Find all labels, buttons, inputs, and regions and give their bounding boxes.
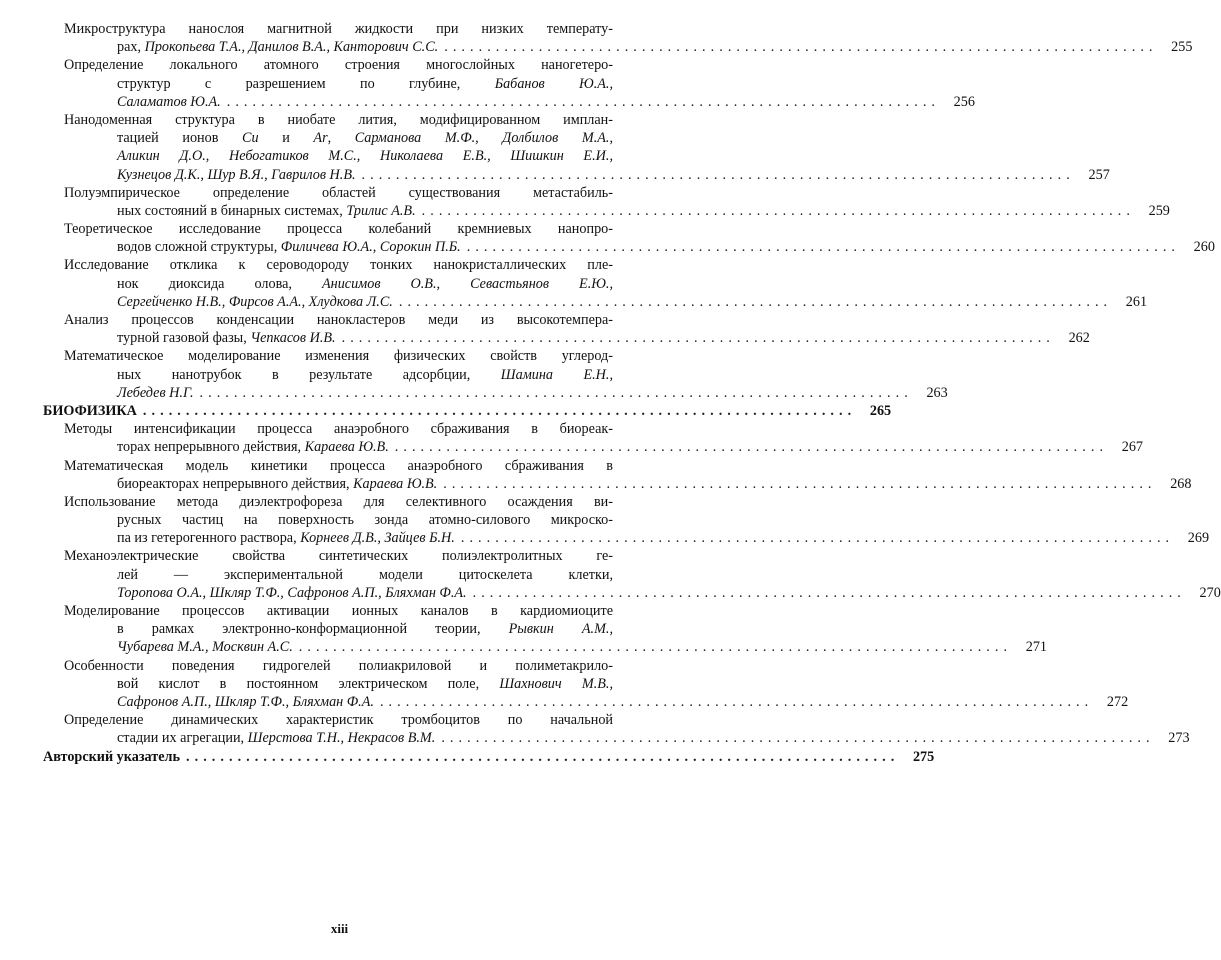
toc-title-text: па из гетерогенного раствора, <box>117 530 301 547</box>
toc-authors: Шахнович М.В., <box>499 675 613 692</box>
toc-entry[interactable] <box>43 220 1215 256</box>
toc-title-text: Особенности поведения гидрогелей полиакриловой и полиметакрило- <box>64 657 613 674</box>
toc-line <box>43 93 975 111</box>
toc-authors: Бабанов Ю.А., <box>494 75 614 92</box>
toc-page-number: 256 <box>953 93 975 110</box>
toc-line-text <box>117 147 613 165</box>
toc-title-text: и <box>258 130 314 147</box>
toc-line-text <box>117 729 435 747</box>
toc-title-text: структур с разрешением по глубине, <box>117 75 495 92</box>
toc-title-text: Нанодоменная структура в ниобате лития, модифицированном имплан- <box>64 111 613 128</box>
toc-line <box>43 457 653 475</box>
toc-line <box>43 329 1090 347</box>
toc-title-text: Моделирование процессов активации ионных каналов в кардиомиоците <box>64 603 613 619</box>
toc-title-text: Теоретическое исследование процесса колебаний кремниевых нанопро- <box>64 221 613 238</box>
toc-title-text: Анализ процессов конденсации нанокластеров меди из высокотемпера- <box>64 312 613 328</box>
toc-page-number: 257 <box>1088 166 1110 183</box>
toc-line <box>43 711 653 729</box>
toc-line-text <box>64 457 613 475</box>
toc-line-text <box>117 384 194 402</box>
toc-line <box>43 547 653 565</box>
toc-line-text <box>117 529 455 547</box>
toc-line-text <box>64 347 613 365</box>
toc-line <box>43 311 653 329</box>
toc-title-text: ных нанотрубок в результате адсорбции, <box>117 366 501 383</box>
dot-leader <box>438 38 1152 56</box>
toc-line-text <box>117 620 613 638</box>
toc-line <box>43 438 1143 456</box>
toc-title-text: ных состояний в бинарных системах, <box>117 202 347 219</box>
toc-page-number: 260 <box>1193 239 1215 256</box>
toc-authors: Чубарева М.А., Москвин А.С. <box>117 639 293 656</box>
toc-entry[interactable] <box>43 493 1210 548</box>
toc-line <box>43 184 653 202</box>
toc-line-text <box>64 311 613 329</box>
toc-authors: Шамина Е.Н., <box>500 366 613 383</box>
toc-authors: Караева Ю.В. <box>353 475 438 492</box>
toc-line <box>43 602 653 620</box>
toc-entry[interactable] <box>43 347 948 402</box>
toc-title-text: , <box>327 130 355 147</box>
toc-authors: Cu <box>242 130 259 147</box>
toc-entry[interactable] <box>43 547 1221 602</box>
toc-line-text <box>117 366 613 384</box>
toc-line <box>43 293 1148 311</box>
toc-line <box>43 166 1110 184</box>
dot-leader <box>293 638 1007 656</box>
toc-title-text: лей — экспериментальной модели цитоскелета клетки, <box>117 566 613 583</box>
dot-leader <box>435 729 1149 747</box>
toc-line <box>43 675 653 693</box>
toc-title-text: Использование метода диэлектрофореза для селективного осаждения ви- <box>64 493 613 510</box>
toc-line-text <box>117 166 356 184</box>
toc-line-text <box>64 220 613 238</box>
toc-authors: Сергейченко Н.В., Фирсов А.А., Хлудкова Л.С. <box>117 293 393 310</box>
toc-authors: Филичева Ю.А., Сорокин П.Б. <box>280 239 461 256</box>
toc-line-text <box>117 566 613 584</box>
toc-line <box>43 347 653 365</box>
toc-authors: Ar <box>313 130 328 147</box>
toc-section-heading[interactable] <box>43 402 892 420</box>
toc-title-text: Авторский указатель <box>43 748 180 765</box>
toc-line <box>43 420 653 438</box>
toc-line-text <box>117 93 221 111</box>
dot-leader <box>356 166 1070 184</box>
toc-authors: Прокопьева Т.А., Данилов В.А., Канторович С.С. <box>144 39 439 56</box>
dot-leader <box>336 329 1050 347</box>
toc-line-text <box>117 38 438 56</box>
toc-line-text <box>117 475 437 493</box>
toc-entry[interactable] <box>43 256 1148 311</box>
toc-authors: Аликин Д.О., Небогатиков М.С., Николаева Е.В., Шишкин Е.И., <box>117 148 613 165</box>
toc-entry[interactable] <box>43 420 1143 456</box>
toc-page-number: 267 <box>1121 439 1143 456</box>
toc-line <box>43 620 653 638</box>
toc-line <box>43 493 653 511</box>
toc-title-text: торах непрерывного действия, <box>117 439 305 456</box>
toc-authors: Рывкин А.М., <box>508 621 613 638</box>
toc-line-text <box>117 329 336 347</box>
toc-page-number: 265 <box>869 402 892 419</box>
toc-title-text: рах, <box>117 39 145 56</box>
toc-line-text <box>64 657 613 675</box>
toc-page-number: 271 <box>1025 639 1048 656</box>
toc-line <box>43 638 1048 656</box>
toc-title-text: Методы интенсификации процесса анаэробного сбраживания в биореак- <box>64 421 613 438</box>
toc-title-text: БИОФИЗИКА <box>43 402 137 419</box>
toc-line <box>43 402 892 420</box>
toc-line-text <box>64 602 613 620</box>
toc-title-text: Микроструктура нанослоя магнитной жидкости при низких температу- <box>64 21 613 37</box>
dot-leader <box>137 402 851 420</box>
toc-title-text: нок диоксида олова, <box>117 275 322 292</box>
toc-title-text: стадии их агрегации, <box>117 730 248 747</box>
toc-authors: Сафронов А.П., Шкляр Т.Ф., Бляхман Ф.А. <box>117 693 374 710</box>
toc-entry[interactable] <box>43 184 1170 220</box>
toc-entry[interactable] <box>43 602 1048 657</box>
toc-title-text: Полуэмпирическое определение областей существования метастабиль- <box>64 184 613 201</box>
toc-line-text <box>117 75 613 93</box>
toc-line-text <box>117 293 393 311</box>
toc-line <box>43 202 1170 220</box>
dot-leader <box>416 202 1130 220</box>
toc-line <box>43 56 653 74</box>
toc-title-text: водов сложной структуры, <box>117 239 281 256</box>
toc-authors: Корнеев Д.В., Зайцев Б.Н. <box>300 530 455 547</box>
toc-line-text <box>117 693 374 711</box>
toc-line-text <box>64 184 613 202</box>
toc-authors: Анисимов О.В., Севастьянов Е.Ю., <box>321 275 613 292</box>
toc-title-text: тацией ионов <box>117 130 243 147</box>
toc-line <box>43 111 653 129</box>
toc-line <box>43 584 1221 602</box>
toc-line <box>43 529 1210 547</box>
toc-line <box>43 238 1215 256</box>
toc-title-text: Механоэлектрические свойства синтетических полиэлектролитных ге- <box>64 548 613 565</box>
toc-page-number: 275 <box>912 748 935 765</box>
toc-authors: Чепкасов И.В. <box>250 330 336 347</box>
toc-line-text <box>117 584 467 602</box>
toc-line-text <box>117 129 613 147</box>
dot-leader <box>389 438 1103 456</box>
toc-entry[interactable] <box>43 311 1090 347</box>
toc-line <box>43 511 653 529</box>
toc-entry[interactable] <box>43 20 1193 56</box>
toc-entry[interactable] <box>43 56 975 111</box>
toc-line-text <box>64 420 613 438</box>
toc-title-text: Определение локального атомного строения многослойных наногетеро- <box>64 57 613 74</box>
dot-leader <box>221 93 935 111</box>
toc-authors: Трилис А.В. <box>346 202 416 219</box>
toc-line <box>43 657 653 675</box>
toc-line-text <box>43 748 180 766</box>
toc-page-number: 263 <box>926 384 948 401</box>
toc-title-text: русных частиц на поверхность зонда атомно-силового микроско- <box>117 512 613 529</box>
toc-line-text <box>64 111 613 129</box>
toc-entry[interactable] <box>43 457 1192 493</box>
toc-line <box>43 748 935 766</box>
toc-line <box>43 147 653 165</box>
toc-page-number: 268 <box>1170 475 1192 492</box>
toc-page-number: 269 <box>1187 530 1210 547</box>
dot-leader <box>180 748 894 766</box>
dot-leader <box>194 384 908 402</box>
dot-leader <box>393 293 1107 311</box>
table-of-contents <box>43 20 1221 766</box>
toc-authors: Саламатов Ю.А. <box>117 93 221 110</box>
page-number-folio: xiii <box>330 921 349 936</box>
toc-line <box>43 693 1129 711</box>
toc-entry[interactable] <box>43 111 1110 184</box>
toc-line <box>43 366 653 384</box>
toc-line-text <box>117 638 293 656</box>
toc-line-text <box>64 256 613 274</box>
toc-authors: Лебедев Н.Г. <box>117 384 194 401</box>
toc-authors: Караева Ю.В. <box>304 439 389 456</box>
toc-line-text <box>117 675 613 693</box>
toc-line-text <box>117 275 613 293</box>
toc-line <box>43 220 653 238</box>
toc-page-number: 270 <box>1199 584 1221 601</box>
toc-line <box>43 256 653 274</box>
toc-line-text <box>117 238 461 256</box>
dot-leader <box>437 475 1151 493</box>
toc-authors: Сарманова М.Ф., Долбилов М.А., <box>354 130 614 147</box>
toc-page-number: 273 <box>1168 730 1190 747</box>
toc-line-text <box>64 20 613 38</box>
toc-page-number: 272 <box>1106 693 1129 710</box>
toc-line <box>43 729 1190 747</box>
toc-authors: Торопова О.А., Шкляр Т.Ф., Сафронов А.П., Бляхман Ф.А. <box>117 584 467 601</box>
toc-entry[interactable] <box>43 657 1129 712</box>
toc-line <box>43 275 653 293</box>
toc-line-text <box>117 511 613 529</box>
toc-title-text: турной газовой фазы, <box>117 330 251 347</box>
dot-leader <box>461 238 1175 256</box>
toc-line-text <box>117 202 416 220</box>
toc-line-text <box>117 438 389 456</box>
toc-line-text <box>64 547 613 565</box>
toc-line <box>43 384 948 402</box>
toc-line-text <box>43 402 137 420</box>
toc-line-text <box>64 56 613 74</box>
toc-entry[interactable] <box>43 711 1190 747</box>
toc-line-text <box>64 711 613 729</box>
toc-line <box>43 38 1193 56</box>
toc-authors: Шерстова Т.Н., Некрасов В.М. <box>247 730 436 747</box>
toc-title-text: Математическая модель кинетики процесса анаэробного сбраживания в <box>64 457 613 474</box>
toc-line <box>43 475 1192 493</box>
toc-page-number: 261 <box>1125 293 1148 310</box>
toc-title-text: биореакторах непрерывного действия, <box>117 475 354 492</box>
dot-leader <box>467 584 1181 602</box>
toc-line-text <box>64 493 613 511</box>
toc-title-text: вой кислот в постоянном электрическом поле, <box>117 675 500 692</box>
toc-section-heading[interactable] <box>43 748 935 766</box>
toc-title-text: Определение динамических характеристик тромбоцитов по начальной <box>64 712 613 729</box>
toc-line <box>43 129 653 147</box>
toc-title-text: Математическое моделирование изменения физических свойств углерод- <box>64 348 613 365</box>
toc-title-text: Исследование отклика к сероводороду тонких нанокристаллических пле- <box>64 257 613 274</box>
toc-page-number: 259 <box>1148 202 1170 219</box>
dot-leader <box>455 529 1169 547</box>
toc-authors: Кузнецов Д.К., Шур В.Я., Гаврилов Н.В. <box>117 166 356 183</box>
toc-line <box>43 566 653 584</box>
dot-leader <box>374 693 1088 711</box>
toc-line <box>43 75 653 93</box>
toc-page-number: 255 <box>1171 39 1193 56</box>
toc-page-number: 262 <box>1068 330 1090 347</box>
toc-line <box>43 20 653 38</box>
toc-title-text: в рамках электронно-конформационной теории, <box>117 621 509 638</box>
